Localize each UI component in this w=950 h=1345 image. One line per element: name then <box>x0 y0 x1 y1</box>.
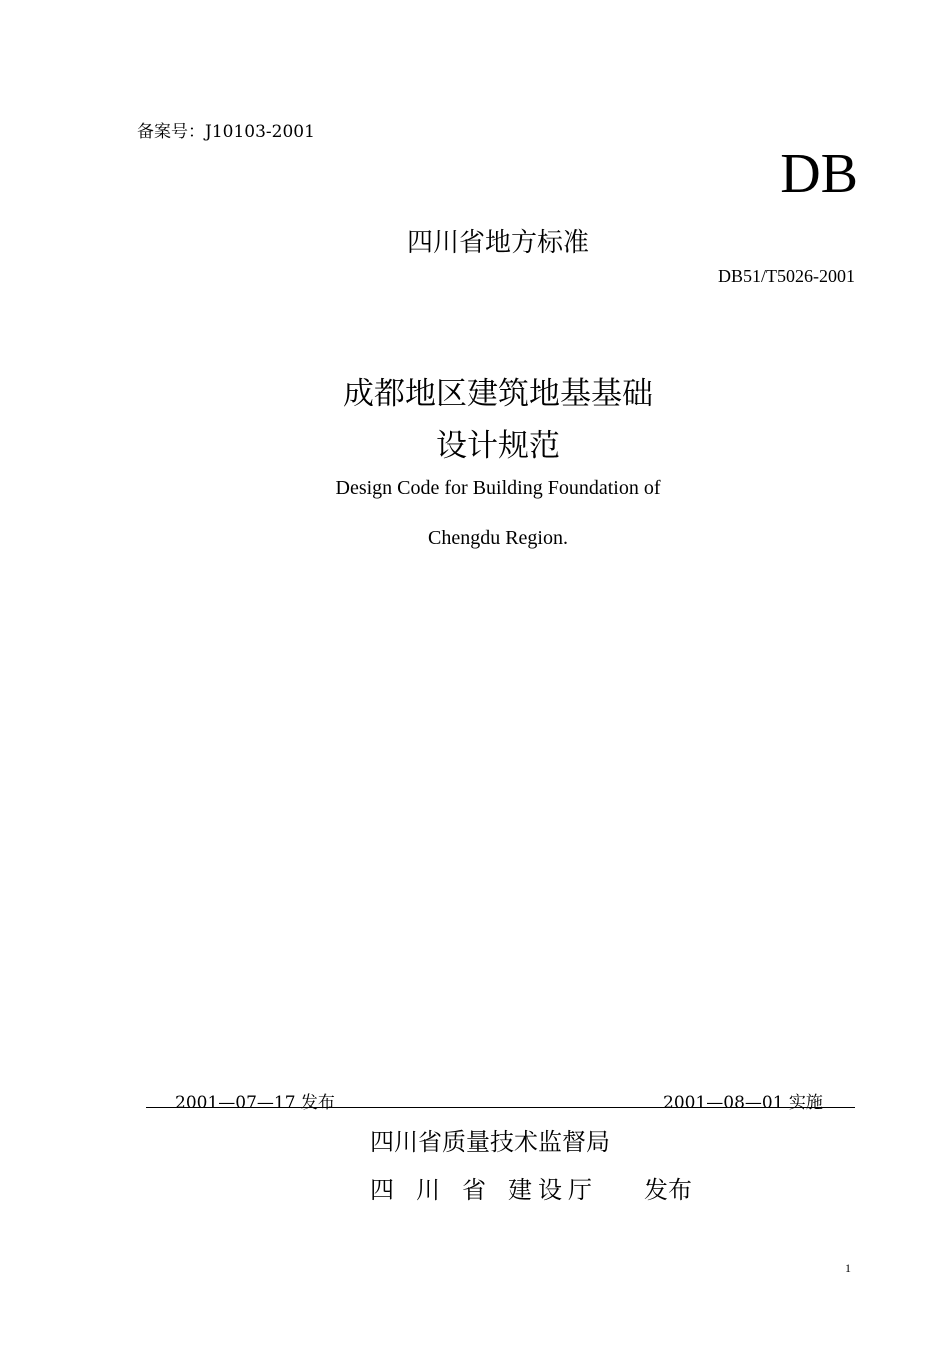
standard-category: 四川省地方标准 <box>406 228 589 258</box>
issuer-char: 省 <box>462 1176 486 1204</box>
page-number: 1 <box>845 1261 851 1275</box>
issuer-char: 厅 <box>568 1176 592 1204</box>
effective-date: 2001—08—01 实施 <box>663 1093 823 1113</box>
db-mark: DB <box>780 143 858 205</box>
title-line-2: 设计规范 <box>436 428 560 464</box>
issuer-char: 设 <box>538 1176 562 1204</box>
title-line-1: 成都地区建筑地基基础 <box>343 376 653 412</box>
divider-rule <box>146 1107 855 1108</box>
publish-label: 发布 <box>644 1176 692 1204</box>
issuer-char: 建 <box>508 1176 532 1204</box>
english-title-line-1: Design Code for Building Foundation of <box>335 477 661 499</box>
standard-number: DB51/T5026-2001 <box>718 266 855 286</box>
issuer-construction-dept <box>370 1170 692 1205</box>
english-title-line-2: Chengdu Region. <box>428 527 568 549</box>
filing-number: 备案号：J10103-2001 <box>137 122 315 142</box>
issuer-char: 川 <box>416 1176 440 1204</box>
issuer-char: 四 <box>370 1176 394 1204</box>
issue-date: 2001—07—17 发布 <box>175 1093 335 1113</box>
issuer-quality-bureau: 四川省质量技术监督局 <box>370 1128 610 1156</box>
